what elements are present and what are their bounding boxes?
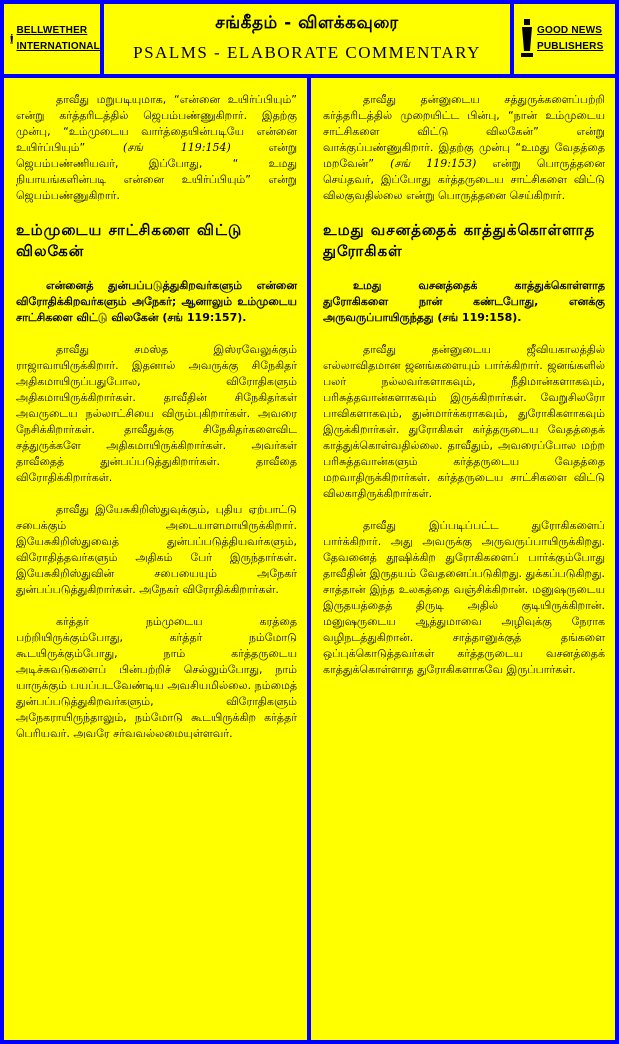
- right-column: [311, 78, 615, 1040]
- right-p1-reference: (சங் 119:153): [390, 157, 477, 170]
- logo-right-line1: GOOD NEWS: [537, 25, 603, 36]
- left-paragraph-2: தாவீது சமஸ்த இஸ்ரவேலுக்கும் ராஜாவாயிருக்கிறார். இதனால் அவருக்கு சிநேகிதர் அதிகமாயிருப்பதுபோல, விரோதிகளும் அதிகமாயிருக்கிறார்கள். தாவீதின் சிநேகிதர்கள் அவருடைய நல்லாட்சியை விரும்புகிறார்கள். அவரை நேசிக்கிறார்கள். தாவீதுக்கு சிநேகிதர்களைவிட சத்துருக்களே அதிகமாயிருக்கிறார்கள். அவர்கள் தாவீதைத் துன்பப்படுத்துகிறார்கள். தாவீதை விரோதிக்கிறார்கள்.: [16, 343, 297, 484]
- right-paragraph-3: தாவீது இப்படிப்பட்ட துரோகிகளைப் பார்க்கிறார். அது அவருக்கு அருவருப்பாயிருக்கிறது. தேவனைத் தூஷிக்கிற துரோகிகளைப் பார்க்கும்போது தாவீதின் இருதயம் வேதனைப்படுகிறது. துக்கப்படுகிறது. சாத்தான் இந்த உலகத்தை வஞ்சிக்கிறான். மனுஷருடைய இருதயத்தைத் திருடி அதில் குடியிருக்கிறான். மனுஷருடைய ஆத்துமாவை அழிவுக்கு நேராக வழிநடத்துகிறான். சாத்தானுக்குத் தங்களை ஒப்புக்கொடுத்தவர்கள் கர்த்தருடைய வசனத்தைக் காத்துக்கொள்ளாத துரோகிகளாகவே இருப்பார்கள்.: [323, 519, 605, 676]
- right-p1-end: என்று பொருத்தனை செய்தவர், இப்போது கர்த்தருடைய சாட்சிகளை விட்டு விலகுவதில்லை என்று பொருத்தனை செய்கிறார்.: [323, 157, 606, 202]
- left-paragraph-1: [16, 92, 297, 204]
- right-p1-text: தாவீது தன்னுடைய சத்துருக்களைப்பற்றி கர்த்தரிடத்தில் முறையிட்ட பின்பு, “நான் உம்முடைய சாட்சிகளை விட்டு விலகேன்” என்று வாக்குப்பண்ணுகிறார். இதற்கு முன்பு “உமது வேதத்தை மறவேன்”: [323, 93, 605, 170]
- bellwether-logo: [4, 4, 100, 74]
- left-paragraph-3: தாவீது இயேசுகிறிஸ்துவுக்கும், புதிய ஏற்பாட்டு சபைக்கும் அடையாளமாயிருக்கிறார். இயேசுகிறிஸ்துவைத் துன்பப்படுத்தியவர்களும், விரோதித்தவர்களும் அதிகம் பேர் இருந்தார்கள். இயேசுகிறிஸ்துவின் சபையையும் அநேகர் துன்பப்படுத்துகிறார்கள். அநேகர் விரோதிக்கிறார்கள்.: [16, 503, 297, 596]
- good-news-mark-icon: [520, 17, 534, 61]
- left-p1-text: தாவீது மறுபடியுமாக, “என்னை உயிர்ப்பியும்” என்று கர்த்தரிடத்தில் ஜெபம்பண்ணுகிறார். இதற்கு முன்பு, “உம்முடைய வார்த்தையின்படியே என்னை உயிர்ப்பியும்”: [16, 93, 297, 154]
- left-column: [4, 78, 307, 1040]
- right-verse: உமது வசனத்தைக் காத்துக்கொள்ளாத துரோகிகளை நான் கண்டபோது, எனக்கு அருவருப்பாயிருந்தது (சங் 119:158).: [323, 279, 605, 324]
- page-header: [104, 4, 510, 74]
- left-section-heading: உம்முடைய சாட்சிகளை விட்டு விலகேன்: [16, 221, 243, 260]
- good-news-logo: [514, 4, 615, 74]
- logo-left-line1: BELLWETHER: [16, 25, 88, 36]
- page-title-tamil: சங்கீதம் - விளக்கவுரை: [215, 13, 399, 33]
- left-p1-reference: (சங் 119:154): [123, 141, 231, 154]
- right-paragraph-2: தாவீது தன்னுடைய ஜீவியகாலத்தில் எல்லாவிதமான ஜனங்களையும் பார்க்கிறார். ஜனங்களில் பலர் நல்லவர்களாகவும், நீதிமான்களாகவும், பரிசுத்தவான்களாகவும் இருக்கிறார்கள். வேறுசிலரோ பாவிகளாகவும், துன்மார்க்கராகவும், துரோகிகளாகவும் இருக்கிறார்கள். துரோகிகள் கர்த்தருடைய வேதத்தைக் காத்துக்கொள்வதில்லை. தாவீதும், அவரைப்போல மற்ற பரிசுத்தவான்களும் கர்த்தருடைய வேதத்தை மறவாதிருக்கிறார்கள். கர்த்தருடைய சாட்சிகளை விட்டு விலகாதிருக்கிறார்கள்.: [323, 343, 605, 500]
- right-paragraph-1: [323, 92, 605, 204]
- bellwether-mark-icon: [10, 17, 13, 61]
- left-p1-end: என்று ஜெபம்பண்ணியவர், இப்போது, “ உமது நியாயங்களின்படி என்னை உயிர்ப்பியும்” என்று ஜெபம்பண்ணுகிறார்.: [16, 141, 298, 202]
- left-paragraph-4: கர்த்தர் நம்முடைய கரத்தை பற்றியிருக்கும்போது, கர்த்தர் நம்மோடு கூடயிருக்கும்போது, நாம் கர்த்தருடைய அடிச்சுவடுகளைப் பின்பற்றிச் செல்லும்போது, நாம் யாருக்கும் பயப்படவேண்டிய அவசியமில்லை. நம்மைத் துன்பப்படுத்துகிறவர்களும், விரோதிகளும் அநேகராயிருந்தாலும், நம்மோடு கூடயிருக்கிற கர்த்தர் பெரியவர். அவரே சர்வவல்லமையுள்ளவர்.: [16, 615, 297, 740]
- logo-left-line2: INTERNATIONAL: [16, 41, 100, 52]
- left-verse: என்னைத் துன்பப்படுத்துகிறவர்களும் என்னை விரோதிக்கிறவர்களும் அநேகர்; ஆனாலும் உம்முடைய சாட்சிகளை விட்டு விலகேன் (சங் 119:157).: [16, 279, 297, 324]
- logo-right-line2: PUBLISHERS: [537, 41, 604, 52]
- page-title-english: PSALMS - ELABORATE COMMENTARY: [133, 43, 481, 62]
- right-section-heading: உமது வசனத்தைக் காத்துக்கொள்ளாத துரோகிகள்: [323, 221, 596, 260]
